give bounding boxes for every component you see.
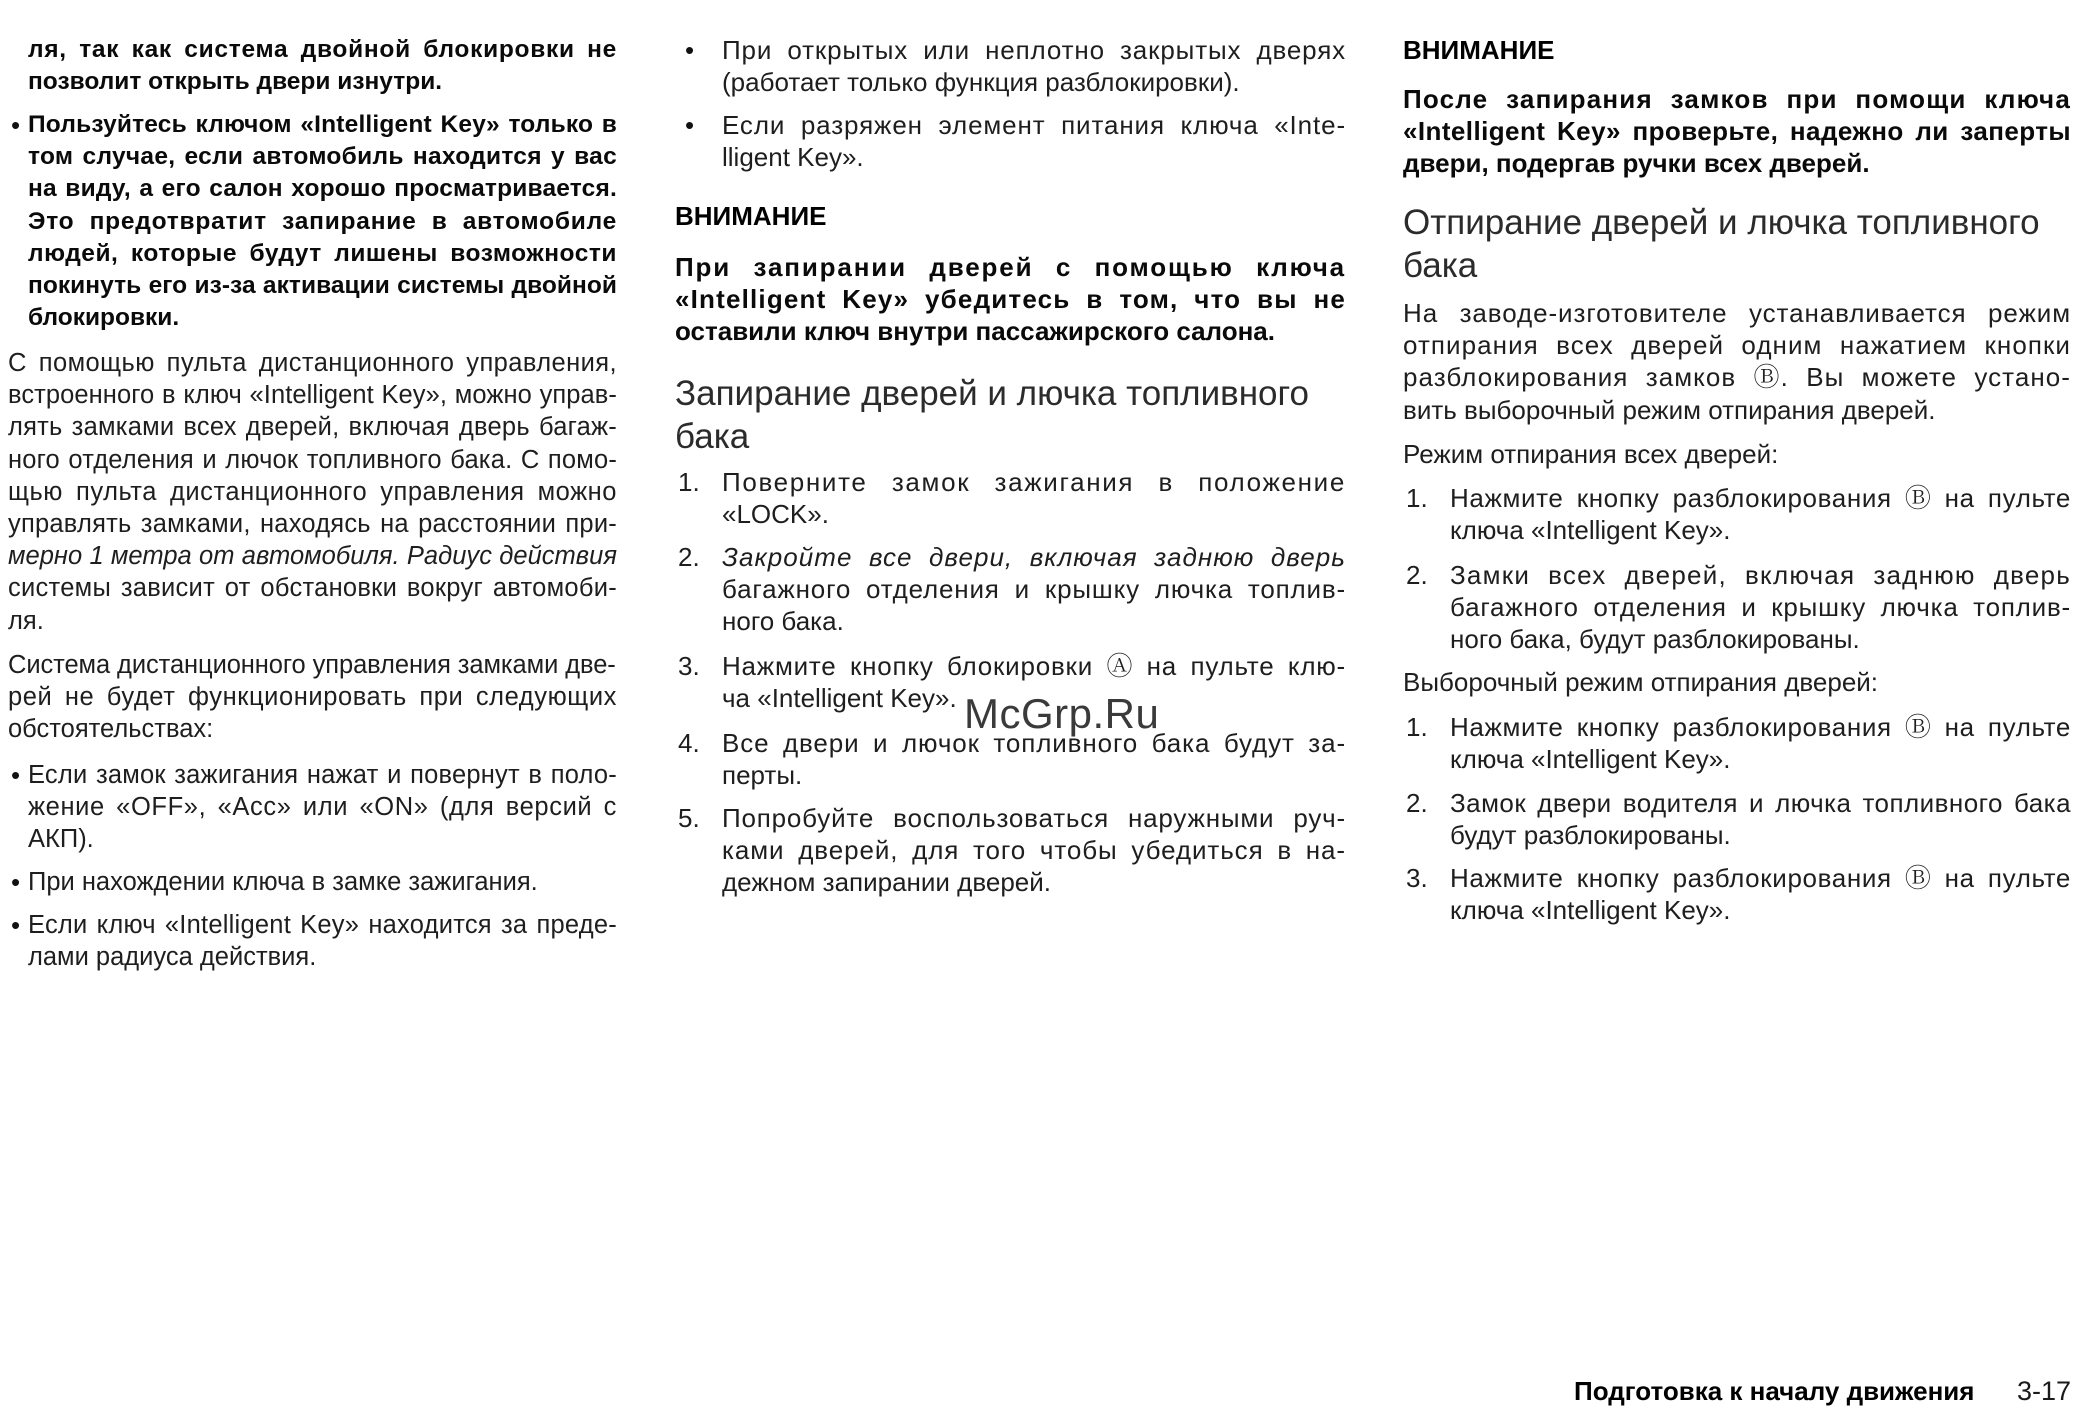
step-number: 2. <box>1406 560 1428 590</box>
text-line: Закройте все двери, включая заднюю дверь <box>722 542 1346 572</box>
caution-text <box>675 251 1347 348</box>
step-number: 1. <box>1406 712 1428 742</box>
page-number: 3-17 <box>2017 1376 2072 1406</box>
heading-line: бака <box>1403 246 1478 285</box>
unlock-intro <box>1403 297 2072 426</box>
step-item <box>1406 711 2072 775</box>
text-line: лами радиуса действия. <box>28 943 317 972</box>
bullet-icon <box>685 109 694 141</box>
step-item <box>678 466 1347 530</box>
watermark: McGrp.Ru <box>964 690 1160 737</box>
step-item <box>1406 787 2072 851</box>
text-line: Все двери и лючок топливного бака будут за- <box>722 728 1346 758</box>
text-line: lligent Key». <box>722 142 864 173</box>
text-line: Поверните замок зажигания в положение <box>722 467 1346 497</box>
bullet-icon <box>11 759 20 791</box>
text-line: ля. <box>8 606 44 635</box>
text-line: ками дверей, для того чтобы убедиться в на- <box>722 835 1346 866</box>
step-number: 2. <box>1406 788 1428 818</box>
text-line: Замок двери водителя и лючка топливного бака <box>1450 788 2071 818</box>
caution-text <box>1403 83 2072 180</box>
text-line: блокировки. <box>28 304 180 332</box>
text-line: Замки всех дверей, включая заднюю дверь <box>1450 560 2071 590</box>
warning-continuation <box>28 34 618 98</box>
condition-item <box>28 909 618 973</box>
heading-line: бака <box>675 417 750 456</box>
text-line: оставили ключ внутри пассажирского салона. <box>675 316 1275 347</box>
text-line: ного бака. <box>722 606 844 637</box>
text-line: людей, которые будут лишены возможности <box>28 239 617 267</box>
text-line: багажного отделения и крышку лючка топлив- <box>1450 592 2071 623</box>
text-line: отпирания всех дверей одним нажатием кнопки <box>1403 330 2071 361</box>
text-line: обстоятельствах: <box>8 715 214 744</box>
step-number: 4. <box>678 728 700 758</box>
bullet-icon <box>685 34 694 66</box>
condition-item <box>722 34 1347 98</box>
text-line: том случае, если автомобиль находится у вас <box>28 143 617 171</box>
heading-line: Запирание дверей и лючка топливного <box>675 374 1309 413</box>
text-line: Выборочный режим отпирания дверей: <box>1403 667 1879 697</box>
text-line: При нахождении ключа в замке зажигания. <box>28 868 538 896</box>
text-line: двери, подергав ручки всех дверей. <box>1403 148 1870 179</box>
text-line: АКП). <box>28 825 94 854</box>
text-line: При открытых или неплотно закрытых дверях <box>722 35 1346 65</box>
step-number: 5. <box>678 803 700 833</box>
text-line: ного бака, будут разблокированы. <box>1450 624 1860 655</box>
text-line: перты. <box>722 760 803 791</box>
text-line: Пользуйтесь ключом «Intelligent Key» только в <box>28 111 617 138</box>
step-number: 2. <box>678 542 700 572</box>
text-line: Нажмите кнопку разблокирования Ⓑ на пульте <box>1450 863 2071 893</box>
step-item <box>1406 559 2072 656</box>
text-line: Нажмите кнопку блокировки Ⓐ на пульте клю- <box>722 651 1346 681</box>
text-line: разблокирования замков Ⓑ. Вы можете устано- <box>1403 362 2071 393</box>
condition-item <box>28 759 618 856</box>
text-line: После запирания замков при помощи ключа <box>1403 84 2071 114</box>
caution-block <box>1403 34 2072 66</box>
text-line: Система дистанционного управления замками две- <box>8 651 616 679</box>
section-heading <box>1403 201 2072 287</box>
text-line: ключа «Intelligent Key». <box>1450 895 1731 926</box>
heading-line: Отпирание дверей и лючка топливного <box>1403 203 2040 242</box>
text-line: будут разблокированы. <box>1450 820 1731 851</box>
caution-block <box>675 200 1347 232</box>
text-line: рей не будет функционировать при следующих <box>8 683 617 712</box>
bullet-icon <box>11 909 20 941</box>
text-line: управлять замками, находясь на расстоянии при- <box>8 509 617 538</box>
text-line: багажного отделения и крышку лючка топлив- <box>722 574 1346 605</box>
step-item <box>1406 482 2072 546</box>
text-line: Если замок зажигания нажат и повернут в поло- <box>28 761 617 789</box>
caution-title: ВНИМАНИЕ <box>675 201 827 231</box>
text-line: мерно 1 метра от автомобиля. Радиус действия <box>8 542 617 571</box>
remote-control-paragraph <box>8 347 618 637</box>
condition-item <box>28 866 618 898</box>
step-item <box>678 802 1347 899</box>
text-line: (работает только функция разблокировки). <box>722 67 1240 98</box>
text-line: ного отделения и лючок топливного бака. С помо- <box>8 445 617 474</box>
step-number: 1. <box>678 467 700 497</box>
text-line: Если разряжен элемент питания ключа «Inte- <box>722 110 1346 140</box>
step-item <box>1406 862 2072 926</box>
text-line: вить выборочный режим отпирания дверей. <box>1403 394 1936 425</box>
text-line: встроенного в ключ «Intelligent Key», можно управ- <box>8 381 617 410</box>
text-line: на виду, а его салон хорошо просматривается. <box>28 175 617 203</box>
section-heading <box>675 372 1347 458</box>
text-line: «LOCK». <box>722 499 829 530</box>
text-line: покинуть его из-за активации системы двойной <box>28 271 617 299</box>
text-line: Режим отпирания всех дверей: <box>1403 439 1779 469</box>
condition-item <box>722 109 1347 173</box>
text-line: щью пульта дистанционного управления можно <box>8 477 617 506</box>
bullet-icon <box>11 109 20 141</box>
text-line: Нажмите кнопку разблокирования Ⓑ на пульте <box>1450 483 2071 513</box>
text-line: системы зависит от обстановки вокруг автомоби- <box>8 574 617 603</box>
step-number: 3. <box>1406 863 1428 893</box>
footer-section-title: Подготовка к началу движения <box>1574 1376 1975 1406</box>
caution-title: ВНИМАНИЕ <box>1403 35 1555 65</box>
text-line: Это предотвратит запирание в автомобиле <box>28 207 617 235</box>
conditions-intro <box>8 649 618 746</box>
text-line: ключа «Intelligent Key». <box>1450 744 1731 775</box>
text-line: Попробуйте воспользоваться наружными руч- <box>722 803 1346 833</box>
text-line: ключа «Intelligent Key». <box>1450 515 1731 546</box>
bullet-icon <box>11 866 20 898</box>
step-number: 1. <box>1406 483 1428 513</box>
step-number: 3. <box>678 651 700 681</box>
text-line: На заводе-изготовителе устанавливается режим <box>1403 298 2071 328</box>
selective-mode-title <box>1403 666 2072 698</box>
step-item <box>678 541 1347 638</box>
text-line: ча «Intelligent Key». <box>722 683 957 714</box>
text-line: Если ключ «Intelligent Key» находится за преде- <box>28 911 617 939</box>
text-line: «Intelligent Key» проверьте, надежно ли заперты <box>1403 116 2071 147</box>
warning-bullet <box>28 109 618 334</box>
text-line: С помощью пульта дистанционного управления, <box>8 349 617 377</box>
text-line: При запирании дверей с помощью ключа <box>675 252 1346 282</box>
text-line: позволит открыть двери изнутри. <box>28 68 443 96</box>
text-line: жение «OFF», «Acc» или «ON» (для версий с <box>28 793 617 822</box>
text-line: Нажмите кнопку разблокирования Ⓑ на пульте <box>1450 712 2071 742</box>
text-line: «Intelligent Key» убедитесь в том, что вы не <box>675 284 1346 315</box>
all-doors-mode-title <box>1403 438 2072 470</box>
text-line: ля, так как система двойной блокировки не <box>28 36 617 63</box>
text-line: лять замками всех дверей, включая дверь багаж- <box>8 413 617 442</box>
text-line: дежном запирании дверей. <box>722 867 1051 898</box>
